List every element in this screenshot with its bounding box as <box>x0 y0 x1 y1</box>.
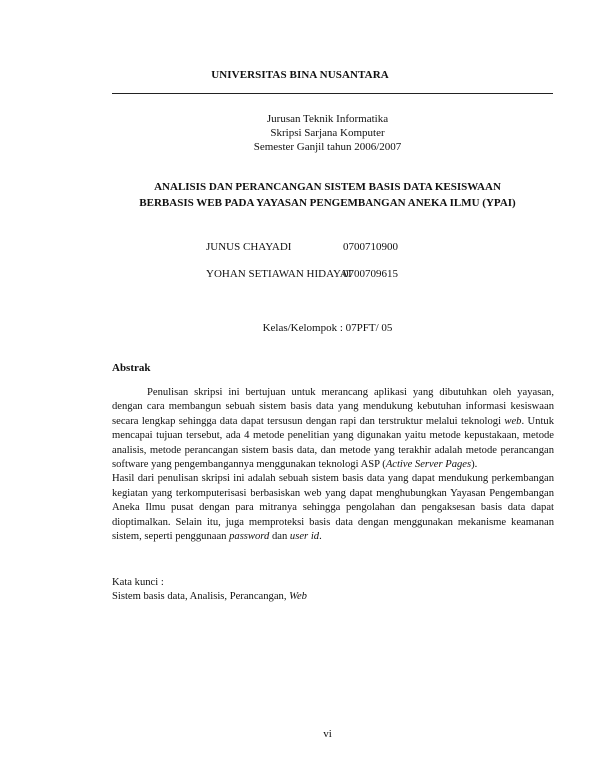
keywords-italic-web: Web <box>289 591 307 603</box>
abstract-text: dan <box>269 531 290 543</box>
abstract-paragraph-1 <box>112 386 554 472</box>
department-line: Jurusan Teknik Informatika <box>266 113 389 125</box>
keywords-list <box>112 590 307 604</box>
page-number: vi <box>323 728 332 740</box>
abstract-heading: Abstrak <box>112 362 151 374</box>
title-line-2: BERBASIS WEB PADA YAYASAN PENGEMBANGAN ANEKA ILMU (YPAI) <box>139 197 516 209</box>
abstract-italic-web: web <box>504 415 522 427</box>
author-row <box>206 268 398 280</box>
abstract-text: Hasil dari penulisan skripsi ini adalah sebuah sistem basis data yang dapat mendukung perkembangan kegiatan yang terkomputerisasi berbasiskan web yang dapat menghubungkan Yayasan Pengembangan Aneka Ilmu pusat dengan para mitranya sehingga pengolahan dan pengaksesan basis data dapat dioptimalkan. Selain itu, juga memproteksi basis data dengan menggunakan mekanisme keamanan sistem, seperti penggunaan <box>112 473 554 543</box>
abstract-text: ). <box>471 459 478 471</box>
keywords-text: Sistem basis data, Analisis, Perancangan, <box>112 591 290 603</box>
abstract-text: Penulisan skripsi ini bertujuan untuk merancang aplikasi yang dibutuhkan oleh yayasan, dengan cara membangun sebuah sistem basis data yang mendukung kebutuhan informasi kesiswaan secara lengkap sehingga data dapat tersusun dengan rapi dan terstruktur melalui teknologi <box>112 387 554 427</box>
author-row <box>206 241 398 253</box>
abstract-italic-userid: user id <box>289 531 320 543</box>
abstract-text: . Untuk mencapai tujuan tersebut, ada 4 metode penelitian yang digunakan yaitu metode kepustakaan, metode analisis, metode perancangan sistem basis data, dan metode yang terakhir adalah metode perancangan software yang pengembangannya menggunakan teknologi ASP ( <box>112 415 554 471</box>
abstract-italic-password: password <box>229 531 270 543</box>
keywords-block <box>112 576 307 605</box>
class-group: Kelas/Kelompok : 07PFT/ 05 <box>262 322 393 334</box>
title-line-1: ANALISIS DAN PERANCANGAN SISTEM BASIS DATA KESISWAAN <box>154 181 501 193</box>
semester-line: Semester Ganjil tahun 2006/2007 <box>253 141 402 153</box>
thesis-title <box>0 179 600 211</box>
department-block <box>0 112 600 154</box>
university-name: UNIVERSITAS BINA NUSANTARA <box>211 69 389 81</box>
author-nim: 0700710900 <box>343 241 398 253</box>
abstract-body <box>112 386 554 544</box>
abstract-italic-asp: Active Server Pages <box>385 459 472 471</box>
author-nim: 0700709615 <box>343 268 398 280</box>
author-name: YOHAN SETIAWAN HIDAYAT <box>206 268 354 280</box>
keywords-label: Kata kunci : <box>112 577 164 588</box>
program-line: Skripsi Sarjana Komputer <box>270 127 385 139</box>
abstract-text: . <box>319 531 322 543</box>
author-name: JUNUS CHAYADI <box>206 241 292 253</box>
abstract-paragraph-2 <box>112 472 554 544</box>
header-divider <box>112 93 553 94</box>
